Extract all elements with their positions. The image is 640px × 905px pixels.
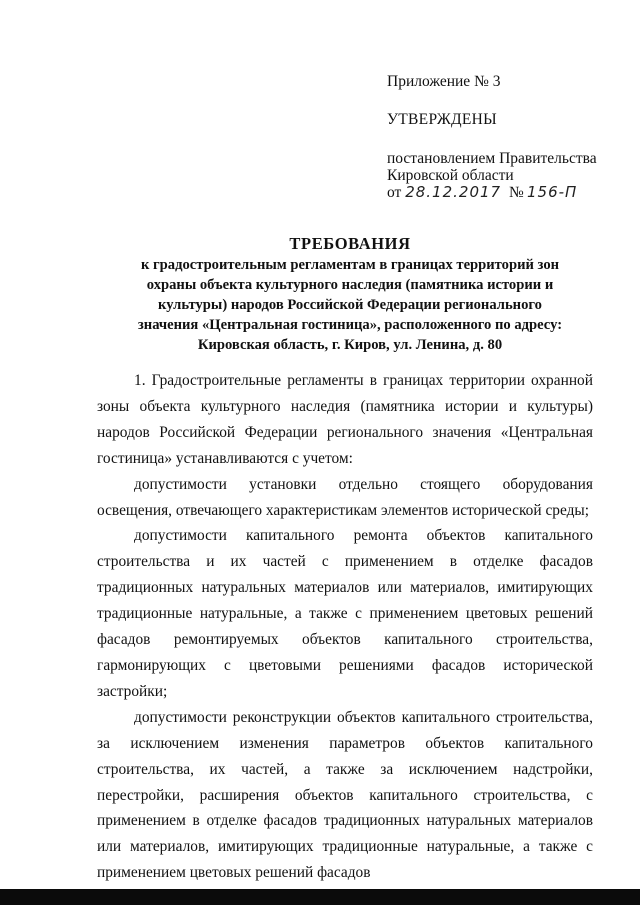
title-line: к градостроительным регламентам в границах территорий зон (140, 257, 560, 273)
title-line: Кировская область, г. Киров, ул. Ленина, д. 80 (197, 337, 503, 353)
title-main: ТРЕБОВАНИЯ (289, 234, 411, 253)
decree-date-number (387, 183, 587, 202)
title-line: культуры) народов Российской Федерации регионального (158, 297, 542, 313)
approved-label: УТВЕРЖДЕНЫ (387, 111, 497, 128)
number-sign: № (509, 184, 524, 201)
handwritten-date: 28.12.2017 (405, 183, 502, 201)
document-body (97, 368, 593, 886)
body-paragraph: допустимости капитального ремонта объектов капитального строительства и их частей с применением в отделке фасадов традиционных натуральных материалов или материалов, имитирующих традиционные натуральные, а также с применением цветовых решений фасадов ремонтируемых объектов капитального строительства, гармонирующих с цветовыми решениями фасадов исторической застройки; (97, 527, 593, 700)
body-paragraph: допустимости реконструкции объектов капитального строительства, за исключением изменения параметров объектов капитального строительства, их частей, а также за исключением надстройки, перестройки, расширения объектов капитального строительства, с применением в отделке фасадов традиционных натуральных материалов или материалов, имитирующих традиционные натуральные, а также с применением цветовых решений фасадов (97, 708, 593, 882)
title-line: охраны объекта культурного наследия (памятника истории и (146, 277, 554, 293)
decree-authority-line1: постановлением Правительства (387, 150, 597, 167)
document-title (110, 233, 590, 355)
date-prefix: от (387, 184, 402, 201)
appendix-number: Приложение № 3 (387, 73, 501, 90)
scan-bottom-edge (0, 889, 640, 905)
body-paragraph: допустимости установки отдельно стоящего оборудования освещения, отвечающего характеристикам элементов исторической среды; (97, 475, 593, 519)
handwritten-number: 156-П (527, 183, 578, 201)
decree-authority-line2: Кировской области (387, 167, 514, 184)
title-line: значения «Центральная гостиница», расположенного по адресу: (137, 317, 563, 333)
body-paragraph: 1. Градостроительные регламенты в границах территории охранной зоны объекта культурного наследия (памятника истории и культуры) народов Российской Федерации регионального значения «Центральная гостиница» устанавливаются с учетом: (97, 372, 593, 467)
